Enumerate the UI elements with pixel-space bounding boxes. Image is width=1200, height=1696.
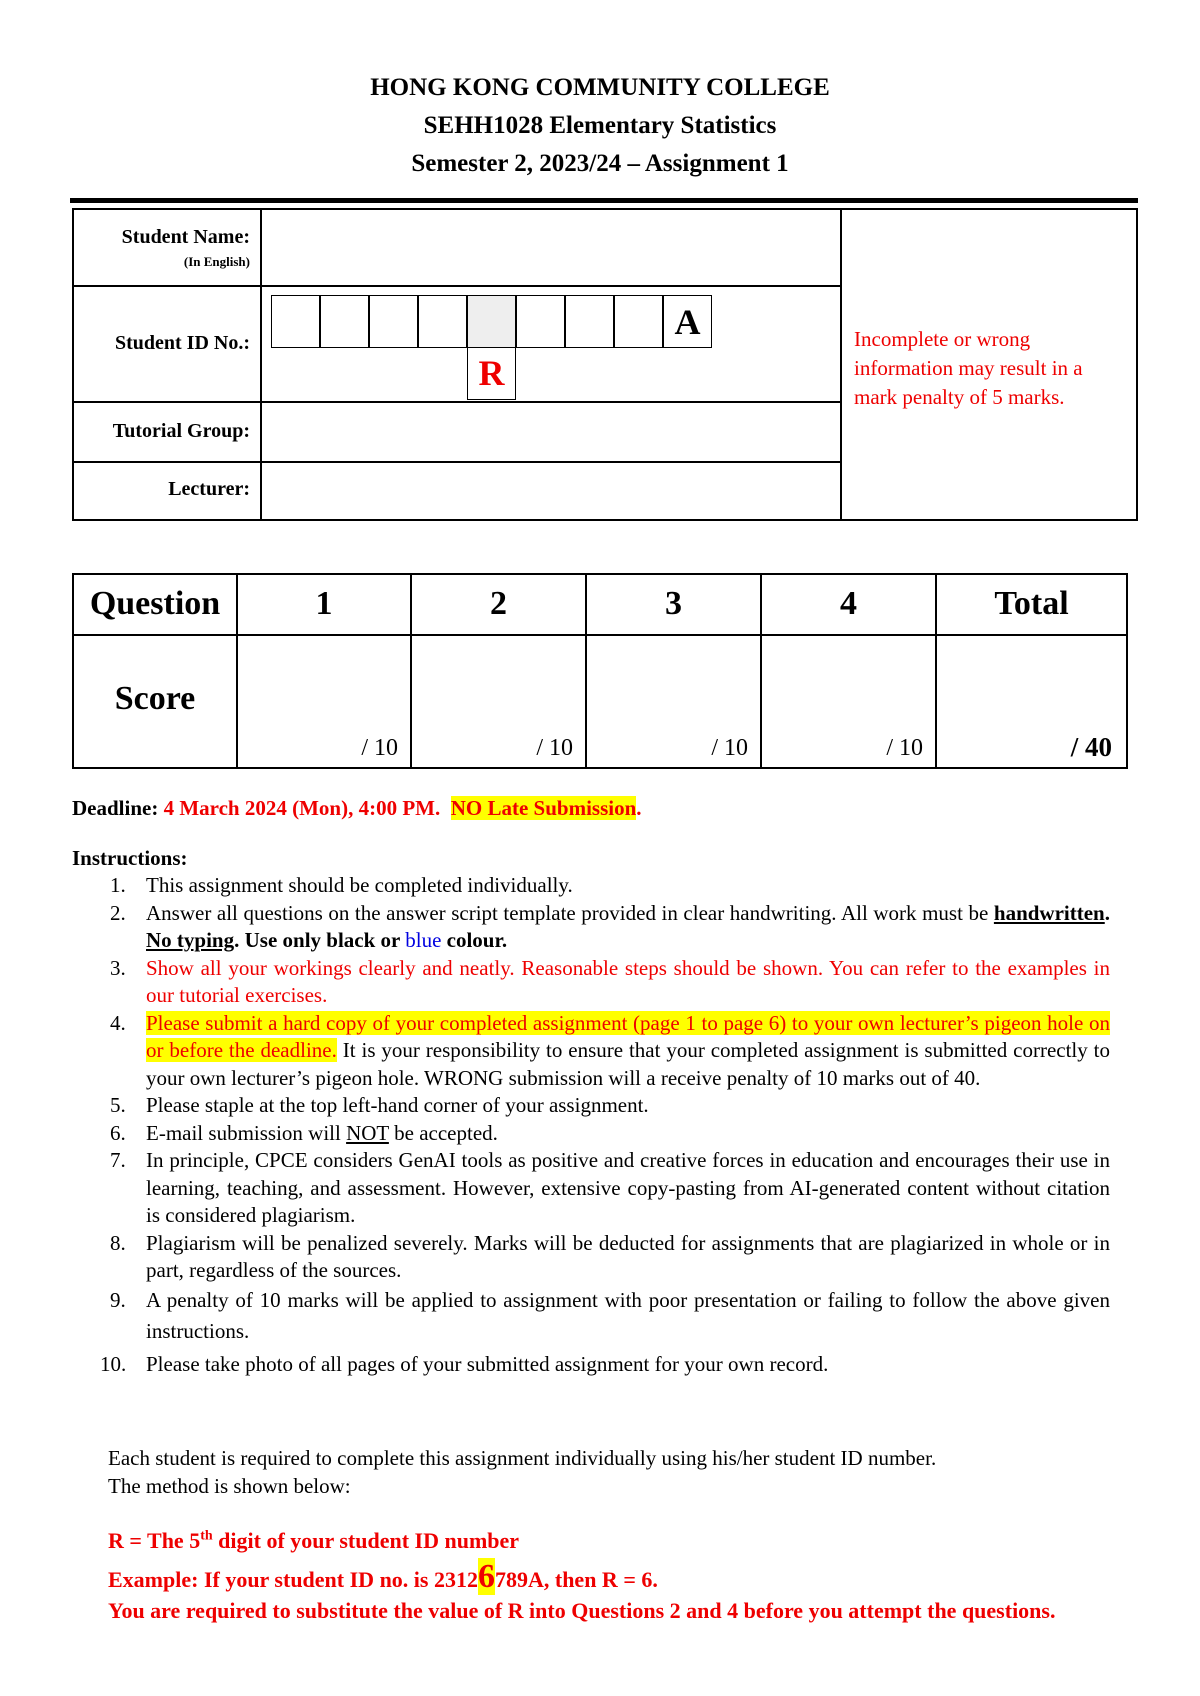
instruction-item — [72, 900, 1110, 955]
deadline-date: 4 March 2024 (Mon), 4:00 PM. — [163, 796, 441, 820]
instruction-item — [72, 1285, 1110, 1347]
item-number: 8. — [110, 1230, 126, 1255]
instruction-item — [72, 1120, 1110, 1148]
student-info-table — [72, 208, 1138, 521]
score-table — [72, 573, 1128, 769]
item-text: Please take photo of all pages of your submitted assignment for your own record. — [146, 1351, 829, 1376]
row-divider — [74, 285, 842, 287]
warning-text: Incomplete or wrong information may result in a mark penalty of 5 marks. — [854, 327, 1083, 409]
id-digit-box[interactable] — [516, 295, 565, 348]
instructions-title: Instructions: — [72, 846, 188, 870]
r-marker-box: R — [467, 347, 516, 400]
out-of-1: / 10 — [361, 735, 398, 761]
item-number: 3. — [110, 955, 126, 980]
student-name-label: Student Name: — [121, 226, 250, 248]
question-header: Question — [89, 585, 221, 622]
student-name-sublabel: (In English) — [183, 254, 250, 269]
question-4-header: 4 — [840, 585, 857, 622]
no-late-submission: NO Late Submission — [450, 796, 637, 820]
deadline-label: Deadline: — [72, 796, 159, 820]
tutorial-group-label: Tutorial Group: — [112, 420, 250, 442]
deadline-line — [72, 796, 642, 821]
instruction-item — [72, 1092, 1110, 1120]
item-number: 10. — [100, 1351, 127, 1376]
student-id-field[interactable] — [264, 288, 838, 400]
example-digit: 6 — [477, 1558, 495, 1595]
item-text: Plagiarism will be penalized severely. Marks will be deducted for assignments that are plagiarized in whole or in part, regardless of the sources. — [146, 1230, 1110, 1282]
item-text: A penalty of 10 marks will be applied to assignment with poor presentation or failing to follow the above given instructions. — [146, 1287, 1110, 1343]
method-line-1: Each student is required to complete this assignment individually using his/her student ID number. — [108, 1446, 937, 1470]
item-number: 4. — [110, 1010, 126, 1035]
colour-text: colour. — [441, 928, 508, 952]
instruction-item — [72, 1147, 1110, 1230]
student-id-label: Student ID No.: — [114, 332, 250, 354]
instruction-item — [72, 1351, 1110, 1379]
r-def-text: R = The 5 — [108, 1528, 201, 1553]
id-digit-box[interactable] — [320, 295, 369, 348]
no-typing-emphasis: No typing — [146, 928, 235, 952]
item-text: E-mail submission will — [146, 1120, 347, 1145]
label-column-divider — [260, 210, 262, 519]
id-digit-box[interactable] — [271, 295, 320, 348]
instruction-item — [72, 955, 1110, 1010]
r-example — [108, 1558, 658, 1596]
row-divider — [74, 461, 842, 463]
instruction-item — [72, 1010, 1110, 1093]
id-digit-box[interactable] — [614, 295, 663, 348]
question-2-header: 2 — [490, 585, 507, 622]
example-text: 789A, then R = 6. — [494, 1567, 658, 1592]
r-def-sup: th — [200, 1528, 213, 1544]
header-rule — [70, 198, 1138, 203]
example-text: Example: If your student ID no. is 2312 — [108, 1567, 478, 1592]
method-line-2: The method is shown below: — [108, 1474, 351, 1498]
id-digit-box[interactable] — [369, 295, 418, 348]
question-3-header: 3 — [665, 585, 682, 622]
item-text: In principle, CPCE considers GenAI tools as positive and creative forces in education and encourages their use in learning, teaching, and assessment. However, extensive copy-pasting from AI-generated content without citation is considered plagiarism. — [146, 1148, 1110, 1227]
r-definition — [108, 1528, 519, 1554]
tutorial-group-field[interactable] — [264, 404, 838, 460]
out-of-4: / 10 — [886, 735, 923, 761]
id-letter-box: A — [663, 295, 712, 348]
assignment-title: Semester 2, 2023/24 – Assignment 1 — [411, 150, 789, 177]
total-header: Total — [994, 585, 1069, 622]
item-text: This assignment should be completed individually. — [146, 873, 573, 897]
question-1-header: 1 — [315, 585, 333, 622]
student-name-field[interactable] — [264, 212, 838, 284]
use-only-text: Use only black or — [244, 928, 406, 952]
r-substitute-note: You are required to substitute the value of R into Questions 2 and 4 before you attempt the questions. — [108, 1598, 1056, 1623]
id-digit-box[interactable] — [565, 295, 614, 348]
sep: . — [1104, 900, 1110, 925]
r-def-text: digit of your student ID number — [212, 1528, 520, 1553]
instructions-list — [72, 872, 1110, 1378]
item-number: 7. — [110, 1148, 126, 1172]
out-of-total: / 40 — [1070, 732, 1112, 762]
item-number: 1. — [110, 873, 126, 897]
sep: . — [234, 928, 245, 952]
warning-column-divider — [840, 210, 842, 519]
out-of-3: / 10 — [711, 735, 748, 761]
blue-word: blue — [405, 928, 442, 952]
item-text: It is your responsibility to ensure that your completed assignment is submitted correctly to your own lecturer’s pigeon hole. WRONG submission will a receive penalty of 10 marks out of 40. — [146, 1038, 1110, 1090]
out-of-2: / 10 — [536, 735, 573, 761]
id-digit-box[interactable] — [418, 295, 467, 348]
college-title: HONG KONG COMMUNITY COLLEGE — [370, 74, 830, 101]
row-divider — [74, 401, 842, 403]
item-text: Please staple at the top left-hand corner of your assignment. — [146, 1093, 649, 1117]
deadline-end: . — [636, 796, 642, 820]
instruction-item — [72, 872, 1110, 900]
lecturer-label: Lecturer: — [168, 478, 250, 500]
item-number: 5. — [110, 1093, 126, 1117]
item-number: 2. — [110, 900, 126, 925]
item-number: 6. — [110, 1120, 126, 1145]
score-label: Score — [114, 680, 196, 717]
instruction-item — [72, 1230, 1110, 1285]
handwritten-emphasis: handwritten — [993, 900, 1105, 925]
highlighted-text: Please submit a hard copy of your completed assignment (page 1 to page 6) to your own lecturer’s pigeon hole on or before the deadline. — [146, 1010, 1110, 1062]
item-text: Show all your workings clearly and neatly. Reasonable steps should be shown. You can refer to the examples in our tutorial exercises. — [146, 955, 1110, 1007]
id-digit-box-r[interactable] — [467, 295, 516, 348]
item-text: be accepted. — [388, 1120, 498, 1145]
item-number: 9. — [110, 1287, 126, 1312]
item-text: Answer all questions on the answer script template provided in clear handwriting. All work must be — [146, 900, 994, 925]
not-emphasis: NOT — [346, 1120, 389, 1145]
lecturer-field[interactable] — [264, 464, 838, 518]
course-title: SEHH1028 Elementary Statistics — [423, 112, 777, 139]
